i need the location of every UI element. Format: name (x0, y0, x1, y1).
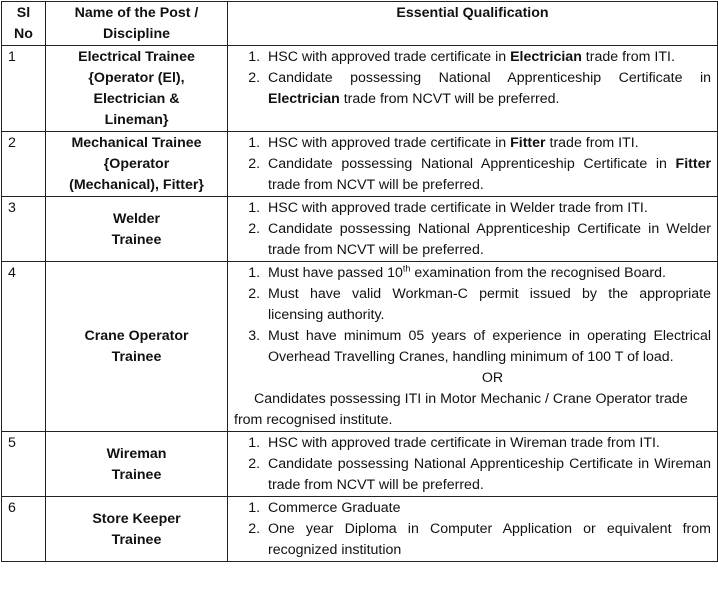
table-row (2, 132, 718, 197)
table-row (2, 197, 718, 262)
qualification-item: 1. HSC with approved trade certificate in Electrician trade from ITI. (264, 47, 711, 68)
qualification-item: 2. One year Diploma in Computer Application or equivalent from recognized institution (264, 519, 711, 561)
or-separator: OR (481, 370, 504, 386)
table-row (2, 497, 718, 562)
qualification-item: 1. HSC with approved trade certificate in Welder trade from ITI. (264, 198, 711, 219)
sl-number: 4 (2, 262, 46, 432)
qualification-item: 2. Candidate possessing National Apprenticeship Certificate in Fitter trade from NCVT will be preferred. (264, 154, 711, 196)
header-sl-no: Sl No (2, 2, 46, 46)
post-name: Welder Trainee (46, 197, 228, 262)
sl-number: 2 (2, 132, 46, 197)
post-name: Mechanical Trainee {Operator (Mechanical), Fitter} (46, 132, 228, 197)
sl-number: 1 (2, 46, 46, 132)
header-row (2, 2, 718, 46)
post-name: Crane Operator Trainee (46, 262, 228, 432)
header-post: Name of the Post / Discipline (46, 2, 228, 46)
qualification-item: 2. Candidate possessing National Apprenticeship Certificate in Electrician trade from NCVT will be preferred. (264, 68, 711, 110)
sl-number: 3 (2, 197, 46, 262)
qualification-item: 2. Candidate possessing National Apprenticeship Certificate in Welder trade from NCVT will be preferred. (264, 219, 711, 261)
qualification-cell (228, 497, 718, 562)
alternative-qualification: Candidates possessing ITI in Motor Mechanic / Crane Operator trade from recognised institute. (234, 391, 688, 428)
qualification-item: 1. Must have passed 10th examination from the recognised Board. (264, 263, 711, 284)
sl-number: 5 (2, 432, 46, 497)
qualification-item: 1. Commerce Graduate (264, 498, 711, 519)
post-name: Store Keeper Trainee (46, 497, 228, 562)
qualification-item: 3. Must have minimum 05 years of experience in operating Electrical Overhead Travelling Cranes, handling minimum of 100 T of load. (264, 326, 711, 368)
table-row (2, 46, 718, 132)
qualification-cell (228, 46, 718, 132)
sl-number: 6 (2, 497, 46, 562)
qualification-item: 2. Must have valid Workman-C permit issued by the appropriate licensing authority. (264, 284, 711, 326)
table-row (2, 432, 718, 497)
qualification-table (1, 1, 718, 562)
qualification-cell (228, 262, 718, 432)
qualification-item: 1. HSC with approved trade certificate in Fitter trade from ITI. (264, 133, 711, 154)
qualification-cell (228, 432, 718, 497)
qualification-item: 2. Candidate possessing National Apprenticeship Certificate in Wireman trade from NCVT will be preferred. (264, 454, 711, 496)
qualification-cell (228, 132, 718, 197)
post-name: Wireman Trainee (46, 432, 228, 497)
header-qualification: Essential Qualification (228, 2, 718, 46)
qualification-item: 1. HSC with approved trade certificate in Wireman trade from ITI. (264, 433, 711, 454)
post-name: Electrical Trainee {Operator (El), Electrician & Lineman} (46, 46, 228, 132)
qualification-cell (228, 197, 718, 262)
table-row (2, 262, 718, 432)
